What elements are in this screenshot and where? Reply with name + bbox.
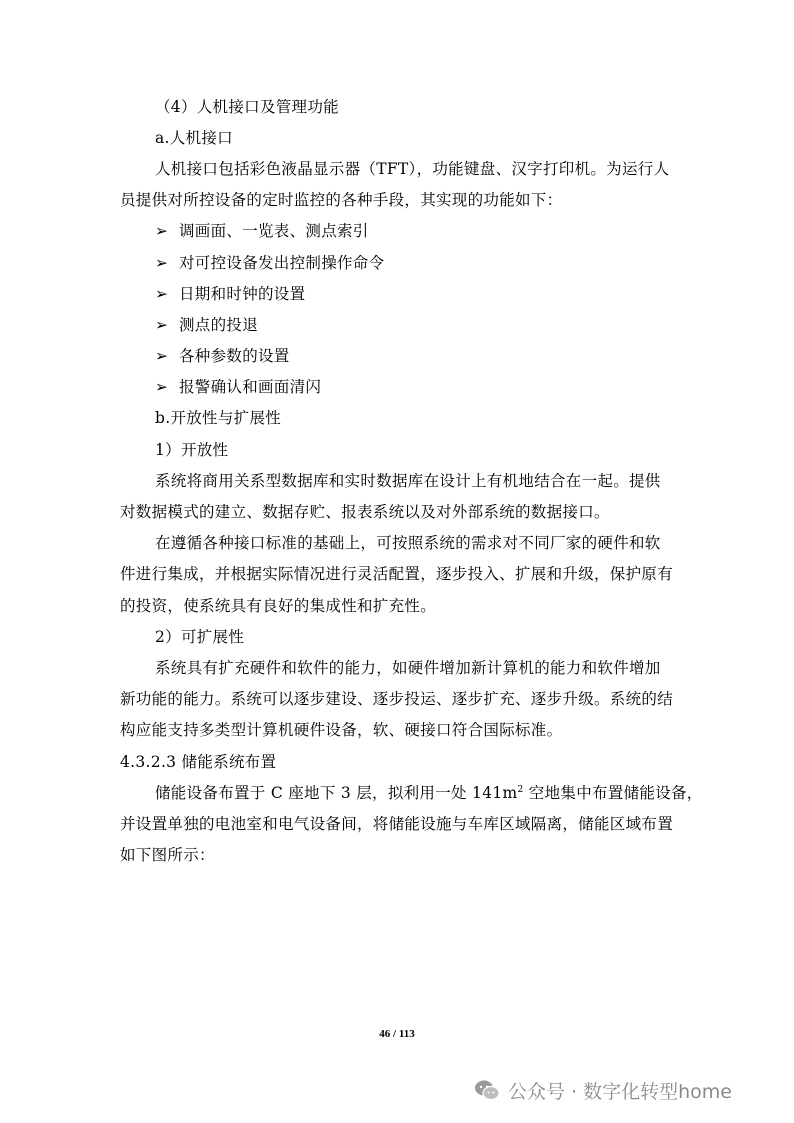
- arrow-bullet-icon: ➢: [155, 378, 169, 396]
- watermark: [474, 1073, 732, 1107]
- list-item: [155, 377, 321, 397]
- list-item: [155, 284, 305, 304]
- list-item-text: 调画面、一览表、测点索引: [179, 222, 369, 240]
- text-segment: 空地集中布置储能设备，: [523, 784, 703, 802]
- page-number: 46 / 113: [379, 1028, 415, 1040]
- paragraph-line: 并设置单独的电池室和电气设备间，将储能设施与车库区域隔离，储能区域布置: [120, 815, 674, 833]
- subheading-b: b.开放性与扩展性: [155, 409, 282, 427]
- paragraph-line: 系统具有扩充硬件和软件的能力，如硬件增加新计算机的能力和软件增加: [155, 659, 661, 677]
- paragraph-line: 在遵循各种接口标准的基础上，可按照系统的需求对不同厂家的硬件和软: [155, 534, 661, 552]
- arrow-bullet-icon: ➢: [155, 347, 169, 365]
- list-item-text: 报警确认和画面清闪: [179, 378, 322, 396]
- list-item-text: 各种参数的设置: [179, 347, 290, 365]
- paragraph-line: 构应能支持多类型计算机硬件设备，软、硬接口符合国际标准。: [120, 721, 563, 739]
- paragraph-line: 对数据模式的建立、数据存贮、报表系统以及对外部系统的数据接口。: [120, 503, 610, 521]
- list-item-text: 日期和时钟的设置: [179, 285, 306, 303]
- list-item: [155, 346, 290, 366]
- watermark-text: 公众号 · 数字化转型home: [508, 1080, 732, 1103]
- arrow-bullet-icon: ➢: [155, 222, 169, 240]
- list-item: [155, 221, 369, 241]
- paragraph-line: 人机接口包括彩色液晶显示器（TFT），功能键盘、汉字打印机。为运行人: [155, 160, 670, 178]
- subheading-a: a.人机接口: [155, 129, 233, 147]
- superscript: 2: [517, 784, 524, 795]
- paragraph-line: 员提供对所控设备的定时监控的各种手段，其实现的功能如下：: [120, 191, 563, 209]
- list-item-text: 测点的投退: [179, 316, 259, 334]
- heading-4: （4）人机接口及管理功能: [155, 98, 339, 116]
- text-segment: 储能设备布置于 C 座地下 3 层，拟利用一处 141m: [155, 784, 518, 802]
- paragraph-line: 的投资，使系统具有良好的集成性和扩充性。: [120, 597, 437, 615]
- paragraph-line: 新功能的能力。系统可以逐步建设、逐步投运、逐步扩充、逐步升级。系统的结: [120, 690, 674, 708]
- arrow-bullet-icon: ➢: [155, 254, 169, 272]
- paragraph-line: 如下图所示：: [120, 846, 215, 864]
- list-item: [155, 315, 258, 335]
- paragraph-line: [155, 783, 703, 803]
- section-heading: 4.3.2.3 储能系统布置: [120, 753, 277, 771]
- list-item-text: 对可控设备发出控制操作命令: [179, 254, 385, 272]
- arrow-bullet-icon: ➢: [155, 285, 169, 303]
- wechat-icon: [474, 1079, 500, 1101]
- item-heading-2: 2）可扩展性: [155, 628, 245, 646]
- paragraph-line: 系统将商用关系型数据库和实时数据库在设计上有机地结合在一起。提供: [155, 472, 661, 490]
- list-item: [155, 253, 384, 273]
- item-heading-1: 1）开放性: [155, 441, 229, 459]
- arrow-bullet-icon: ➢: [155, 316, 169, 334]
- paragraph-line: 件进行集成，并根据实际情况进行灵活配置，逐步投入、扩展和升级，保护原有: [120, 565, 674, 583]
